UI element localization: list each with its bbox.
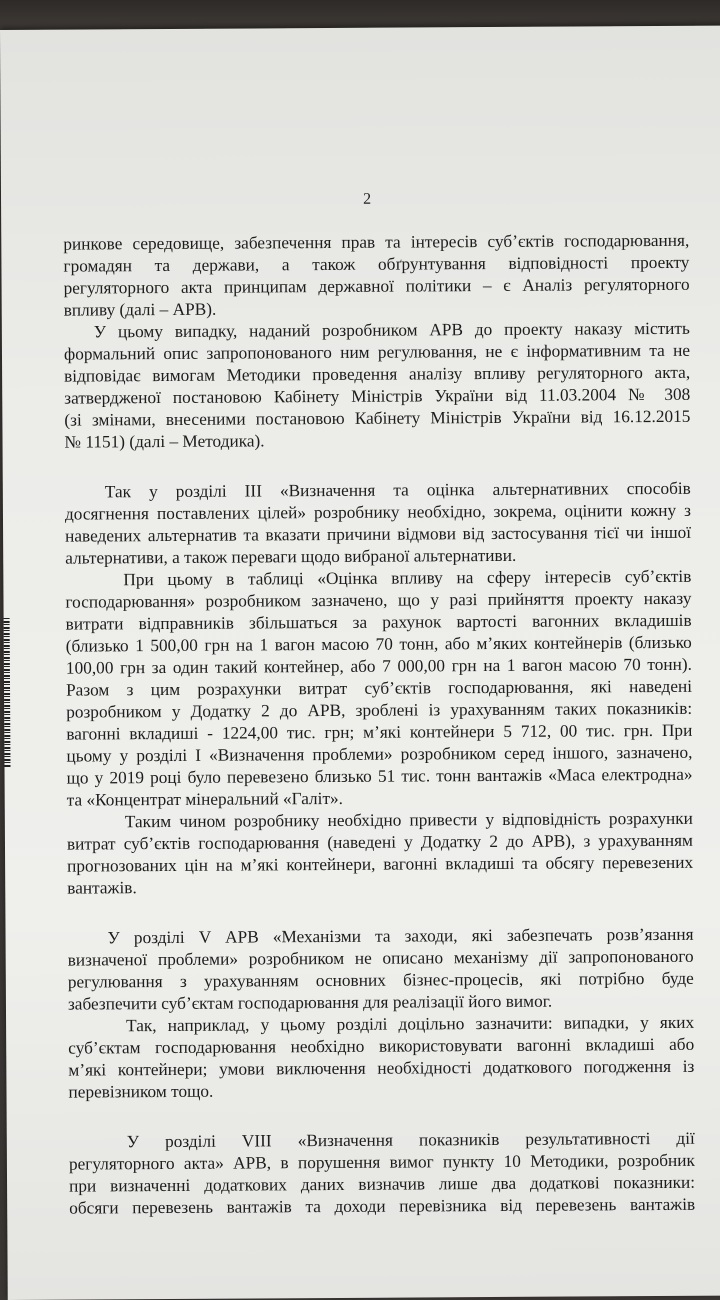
text-line: вагонні вкладиші - 1224,00 тис. грн; м’які контейнери 5 712, 00 тис. грн. При: [66, 720, 693, 744]
text-line: при визначенні додаткових даних визначив лише два додаткові показники:: [69, 1172, 696, 1196]
barcode-strip: [4, 618, 11, 768]
text-line: регулювання з урахуванням основних бізнес-процесів, які потрібно буде: [67, 968, 694, 992]
text-line: № 1151) (далі – Методика).: [64, 431, 265, 452]
document-page: [0, 25, 720, 1299]
text-line: затвердженої постановою Кабінету Міністрів України від 11.03.2004 № 308: [64, 384, 691, 408]
paragraph-gap: [69, 1100, 695, 1132]
text-line: що у 2019 році було перевезено близько 51 тис. тонн вантажів «Маса електродна»: [66, 764, 693, 788]
text-line: досягнення поставлених цілей» розробнику необхідно, зокрема, оцінити кожну з: [64, 500, 692, 524]
text-line: альтернативи, а також переваги щодо вибраної альтернативи.: [65, 545, 517, 568]
text-line: визначеної проблеми» розробником не описано механізму дії запропонованого: [67, 946, 694, 970]
text-line: У цьому випадку, наданий розробником АРВ до проекту наказу містить: [93, 318, 690, 342]
text-line: (близько 1 500,00 грн на 1 вагон масою 70 тонн, або м’яких контейнерів (близько: [65, 632, 692, 656]
text-line: Разом з цим розрахунки витрат суб’єктів господарювання, які наведені: [65, 676, 693, 700]
text-line: перевізником тощо.: [68, 1081, 214, 1102]
text-line: цьому у розділі І «Визначення проблеми» розробником серед іншого, зазначено,: [66, 742, 693, 766]
text-line: витрат суб’єктів господарювання (наведені у Додатку 2 до АРВ), з урахуванням: [66, 830, 694, 854]
text-line: 100,00 грн за один такий контейнер, або 7 000,00 грн на 1 вагон масою 70 тонн).: [65, 654, 692, 678]
text-line: У розділі V АРВ «Механізми та заходи, які забезпечать розв’язання: [107, 924, 694, 948]
text-line: вантажів.: [67, 878, 137, 898]
text-line: формальний опис запропонованого ним регулювання, не є інформативним та не: [63, 340, 691, 364]
paragraph-gap: [67, 896, 693, 928]
text-line: (зі змінами, внесеними постановою Кабінету Міністрів України від 16.12.2015: [64, 406, 691, 430]
text-line: обсяги перевезень вантажів та доходи перевізника від перевезень вантажів: [69, 1194, 696, 1218]
text-line: суб’єктам господарювання необхідно використовувати вагонні вкладиші або: [68, 1034, 695, 1058]
text-line: Так у розділі ІІІ «Визначення та оцінка альтернативних способів: [104, 478, 691, 502]
text-line: регуляторного акта» АРВ, в порушення вимог пункту 10 Методики, розробник: [68, 1150, 695, 1174]
text-line: При цьому в таблиці «Оцінка впливу на сферу інтересів суб’єктів: [123, 566, 692, 590]
text-line: Таким чином розробнику необхідно привести у відповідність розрахунки: [124, 808, 693, 832]
text-line: У розділі VIII «Визначення показників результативності дії: [126, 1128, 695, 1152]
text-line: прогнозованих цін на м’які контейнери, вагонні вкладиші та обсягу перевезених: [67, 852, 694, 876]
text-line: та «Концентрат мінеральний «Галіт».: [66, 788, 344, 810]
text-line: ринкове середовище, забезпечення прав та інтересів суб’єктів господарювання,: [63, 230, 690, 254]
text-line: Так, наприклад, у цьому розділі доцільно зазначити: випадки, у яких: [126, 1012, 695, 1036]
text-line: розробником у Додатку 2 до АРВ, зроблені із урахуванням таких показників:: [66, 698, 693, 722]
document-body: [63, 230, 695, 1220]
page-number: 2: [362, 190, 372, 208]
text-line: впливу (далі – АРВ).: [63, 299, 217, 320]
text-line: витрати відправників збільшаться за рахунок вартості вагонних вкладишів: [65, 610, 692, 634]
text-line: забезпечити суб’єктам господарювання для реалізації його вимог.: [67, 991, 553, 1014]
text-line: громадян та держави, а також обґрунтування відповідності проекту: [63, 252, 690, 276]
text-line: наведених альтернатив та вказати причини відмови від застосування тієї чи іншої: [65, 522, 692, 546]
text-line: господарювання» розробником зазначено, що у разі прийняття проекту наказу: [65, 588, 692, 612]
text-line: регуляторного акта принципам державної політики – є Аналіз регуляторного: [63, 274, 690, 298]
text-line: відповідає вимогам Методики проведення аналізу впливу регуляторного акта,: [64, 362, 691, 386]
paragraph-gap: [65, 450, 691, 482]
text-line: м’які контейнери; умови виключення необхідності додаткового погодження із: [68, 1056, 695, 1080]
